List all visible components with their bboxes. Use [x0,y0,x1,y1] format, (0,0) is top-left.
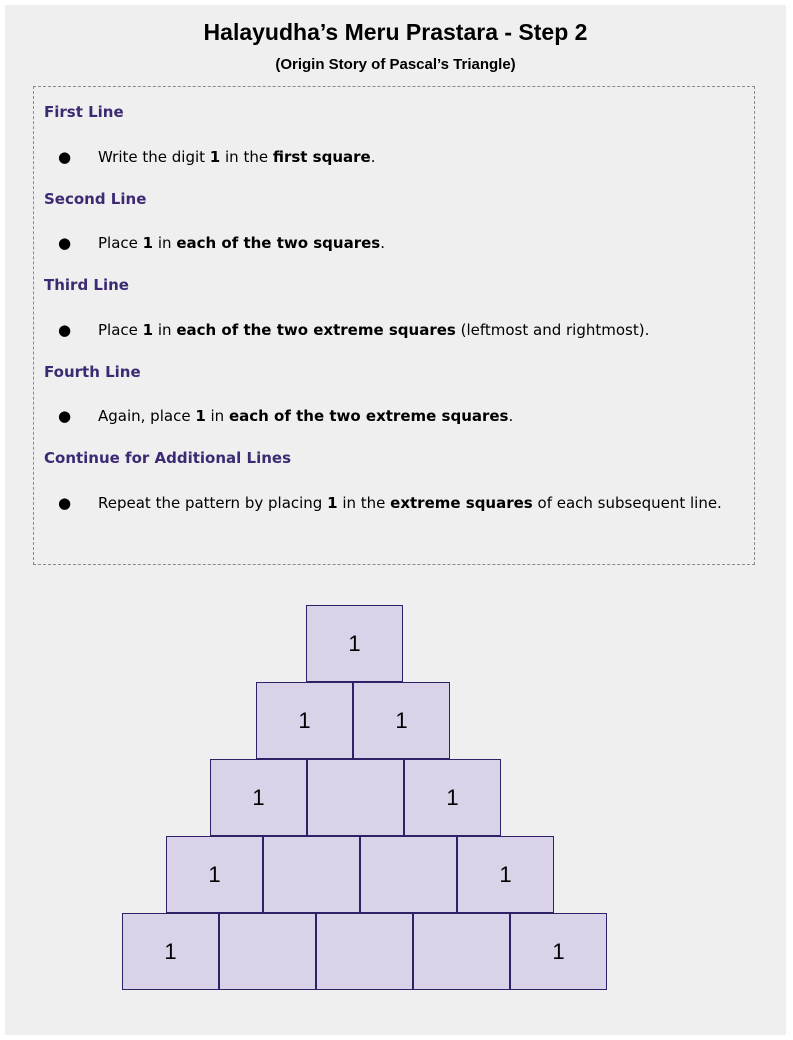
step-text-run: Repeat the pattern by placing [98,494,328,512]
step-heading-additional-lines: Continue for Additional Lines [44,449,291,467]
step-text [98,148,376,166]
bullet-icon: ● [58,148,72,166]
step-text-run: each of the two extreme squares [176,321,456,339]
bullet-icon: ● [58,494,72,512]
step-text-run: Again, place [98,407,196,425]
step-text-run: each of the two squares [176,234,381,252]
step-text [98,494,722,512]
step-heading-first-line: First Line [44,103,124,121]
triangle-cell-r4-c1: 1 [166,836,263,913]
step-text-run: . [380,234,385,252]
step-text-run: Place [98,234,143,252]
triangle-cell-r5-c2 [219,913,316,990]
triangle-cell-r5-c5: 1 [510,913,607,990]
triangle-cell-r1-c1: 1 [306,605,403,682]
step-text-run: of each subsequent line. [532,494,722,512]
step-text-run: in the [337,494,391,512]
step-text-run: extreme squares [390,494,533,512]
step-text-run: Place [98,321,143,339]
page-title: Halayudha’s Meru Prastara - Step 2 [203,19,588,45]
step-text-run: Write the digit [98,148,210,166]
step-text-run: (leftmost and rightmost). [455,321,650,339]
triangle-cell-r2-c2: 1 [353,682,450,759]
page-subtitle: (Origin Story of Pascal’s Triangle) [275,56,516,73]
step-text [98,407,513,425]
step-heading-third-line: Third Line [44,276,129,294]
step-text-run: . [370,148,376,166]
triangle-cell-r2-c1: 1 [256,682,353,759]
step-text-run: in [205,407,229,425]
step-text [98,234,385,252]
bullet-icon: ● [58,234,72,252]
step-text-run: first square [272,148,371,166]
triangle-cell-r4-c4: 1 [457,836,554,913]
instructions-box [33,86,755,565]
diagram-canvas [5,5,786,1035]
bullet-icon: ● [58,321,72,339]
step-text-run: 1 [142,321,154,339]
step-text-run: in the [220,148,273,166]
bullet-icon: ● [58,407,72,425]
step-text-run: 1 [142,234,154,252]
step-text-run: each of the two extreme squares [228,407,509,425]
step-text-run: in [153,321,177,339]
triangle-cell-r4-c2 [263,836,360,913]
step-text-run: in [153,234,177,252]
triangle-cell-r3-c3: 1 [404,759,501,836]
triangle-cell-r5-c4 [413,913,510,990]
step-text-run: 1 [209,148,221,166]
step-text-run: 1 [195,407,206,425]
step-text-run: 1 [327,494,338,512]
triangle-cell-r4-c3 [360,836,457,913]
step-heading-fourth-line: Fourth Line [44,363,141,381]
triangle-cell-r3-c1: 1 [210,759,307,836]
step-text-run: . [508,407,514,425]
triangle-cell-r5-c3 [316,913,413,990]
triangle-cell-r5-c1: 1 [122,913,219,990]
step-text [98,321,649,339]
triangle-cell-r3-c2 [307,759,404,836]
step-heading-second-line: Second Line [44,190,147,208]
